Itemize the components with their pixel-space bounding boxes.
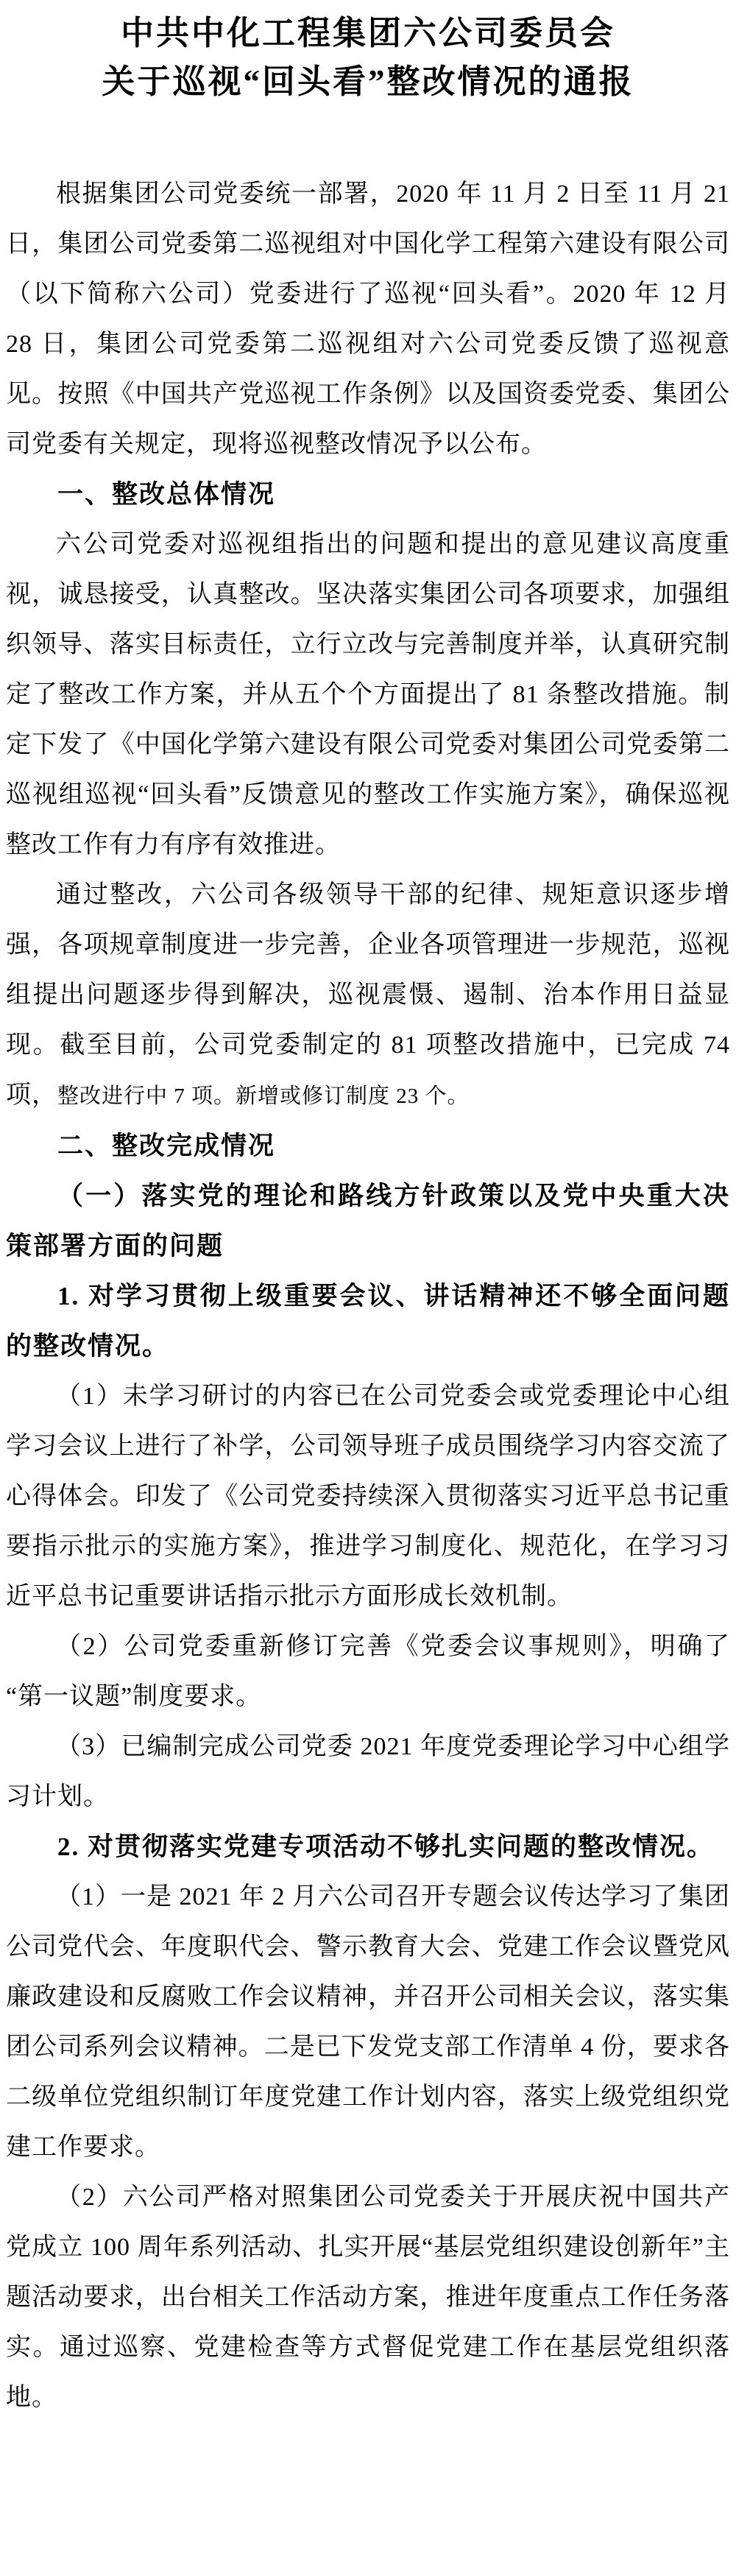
subheading-issue-2: 2. 对贯彻落实党建专项活动不够扎实问题的整改情况。 [57, 1832, 715, 1861]
heading-rectification-completion: 二、整改完成情况 [57, 1132, 276, 1160]
title-line-2: 关于巡视“回头看”整改情况的通报 [102, 63, 634, 100]
paragraph-rectification-progress [6, 870, 730, 1121]
paragraph-issue-2-item-2: （2）六公司严格对照集团公司党委关于开展庆祝中国共产党成立 100 周年系列活动、扎实开展“基层党组织建设创新年”主题活动要求，出台相关工作活动方案，推进年度重点工作任务落实。通过巡察、党建检查等方式督促党建工作在基层党组织落地。 [6, 2184, 730, 2411]
document-title [6, 9, 730, 106]
paragraph-rectification-progress-tail: 整改进行中 7 项。新增或修订制度 23 个。 [57, 1084, 470, 1108]
paragraph-issue-2-item-1: （1）一是 2021 年 2 月六公司召开专题会议传达学习了集团公司党代会、年度职代会、警示教育大会、党建工作会议暨党风廉政建设和反腐败工作会议精神，并召开公司相关会议，落实集团公司系列会议精神。二是已下发党支部工作清单 4 份，要求各二级单位党组织制订年度党建工作计划内容，落实上级党组织党建工作要求。 [6, 1883, 730, 2161]
subheading-section-one: （一）落实党的理论和路线方针政策以及党中央重大决策部署方面的问题 [6, 1182, 730, 1260]
paragraph-rectification-plan: 六公司党委对巡视组指出的问题和提出的意见建议高度重视，诚恳接受，认真整改。坚决落实集团公司各项要求，加强组织领导、落实目标责任，立行立改与完善制度并举，认真研究制定了整改工作方案，并从五个个方面提出了 81 条整改措施。制定下发了《中国化学第六建设有限公司党委对集团公司党委第二巡视组巡视“回头看”反馈意见的整改工作实施方案》，确保巡视整改工作有力有序有效推进。 [6, 531, 730, 858]
paragraph-issue-1-item-2: （2）公司党委重新修订完善《党委会议事规则》，明确了“第一议题”制度要求。 [6, 1633, 730, 1710]
paragraph-rectification-progress-main: 通过整改，六公司各级领导干部的纪律、规矩意识逐步增强，各项规章制度进一步完善，企业各项管理进一步规范，巡视组提出问题逐步得到解决，巡视震慑、遏制、治本作用日益显现。截至目前，公司党委制定的 81 项整改措施中，已完成 74 项， [6, 881, 730, 1109]
subheading-issue-1: 1. 对学习贯彻上级重要会议、讲话精神还不够全面问题的整改情况。 [6, 1282, 730, 1361]
heading-rectification-overall: 一、整改总体情况 [57, 480, 276, 509]
paragraph-issue-1-item-3: （3）已编制完成公司党委 2021 年度党委理论学习中心组学习计划。 [6, 1733, 730, 1810]
paragraph-inspection-background: 根据集团公司党委统一部署，2020 年 11 月 2 日至 11 月 21 日，集团公司党委第二巡视组对中国化学工程第六建设有限公司（以下简称六公司）党委进行了巡视“回头看”。2020 年 12 月 28 日，集团公司党委第二巡视组对六公司党委反馈了巡视意见。按照《中国共产党巡视工作条例》以及国资委党委、集团公司党委有关规定，现将巡视整改情况予以公布。 [6, 180, 730, 458]
title-line-1: 中共中化工程集团六公司委员会 [120, 15, 615, 52]
paragraph-issue-1-item-1: （1）未学习研讨的内容已在公司党委会或党委理论中心组学习会议上进行了补学，公司领导班子成员围绕学习内容交流了心得体会。印发了《公司党委持续深入贯彻落实习近平总书记重要指示批示的实施方案》，推进学习制度化、规范化，在学习习近平总书记重要讲话指示批示方面形成长效机制。 [6, 1383, 730, 1610]
